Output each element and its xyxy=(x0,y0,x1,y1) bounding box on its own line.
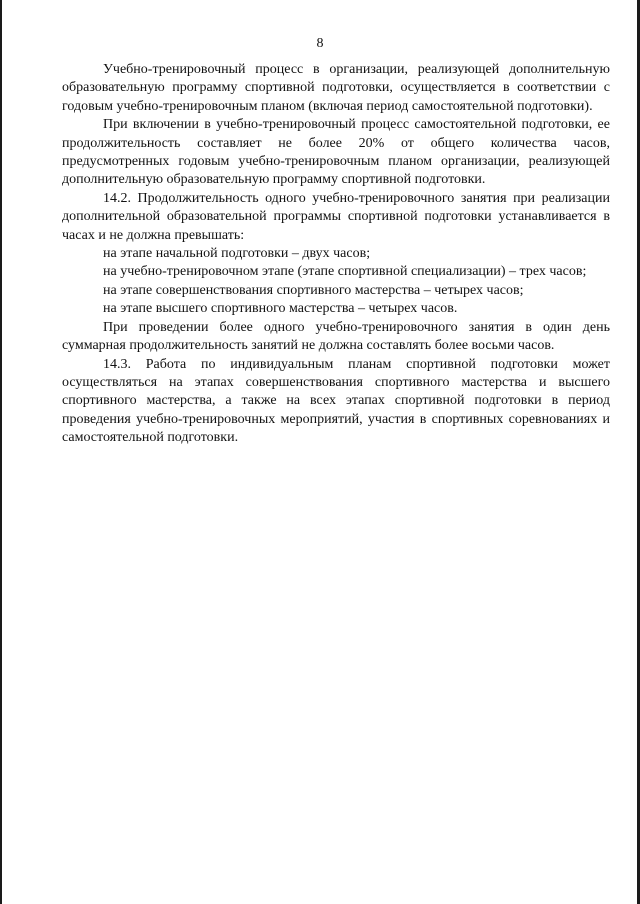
paragraph: на этапе начальной подготовки – двух часов; xyxy=(103,246,371,262)
paragraph: Учебно-тренировочный процесс в организации, реализующей дополнительную образовательную программу спортивной подготовки, осуществляется в соответствии с годовым учебно-тренировочным планом (включая период самостоятельной подготовки). xyxy=(62,62,610,114)
paragraph: При проведении более одного учебно-тренировочного занятия в один день суммарная продолжительность занятий не должна составлять более восьми часов. xyxy=(62,319,610,354)
paragraph: При включении в учебно-тренировочный процесс самостоятельной подготовки, ее продолжительность составляет не более 20% от общего количества часов, предусмотренных годовым учебно-тренировочным планом организации, реализующей дополнительную образовательную программу спортивной подготовки. xyxy=(62,117,610,188)
paragraph: на учебно-тренировочном этапе (этапе спортивной специализации) – трех часов; xyxy=(103,264,587,280)
paragraph: на этапе высшего спортивного мастерства – четырех часов. xyxy=(103,301,458,317)
paragraph: на этапе совершенствования спортивного мастерства – четырех часов; xyxy=(103,282,524,298)
page-number: 8 xyxy=(316,36,324,51)
paragraph: 14.2. Продолжительность одного учебно-тренировочного занятия при реализации дополнительной образовательной программы спортивной подготовки устанавливается в часах и не должна превышать: xyxy=(62,190,610,243)
document-body xyxy=(62,61,610,448)
paragraph: 14.3. Работа по индивидуальным планам спортивной подготовки может осуществляться на этапах совершенствования спортивного мастерства и высшего спортивного мастерства, а также на всех этапах спортивной подготовки в период проведения учебно-тренировочных мероприятий, участия в спортивных соревнованиях и самостоятельной подготовки. xyxy=(62,356,610,446)
scan-edge-left xyxy=(0,0,2,904)
